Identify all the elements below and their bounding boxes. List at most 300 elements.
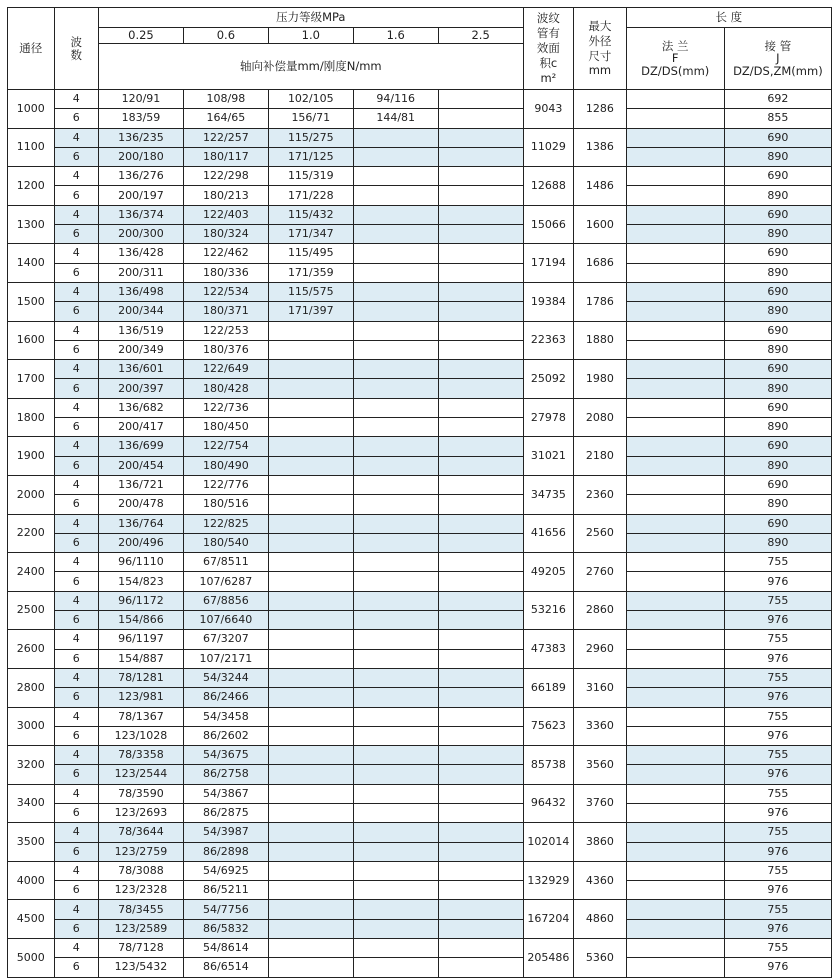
waves-cell: 6 xyxy=(54,418,98,437)
comp-cell: 86/5211 xyxy=(183,881,268,900)
pipe-length-cell: 890 xyxy=(724,263,831,282)
comp-cell: 122/736 xyxy=(183,398,268,417)
flange-length-cell xyxy=(626,475,724,494)
area-cell: 31021 xyxy=(523,437,574,476)
table-row xyxy=(8,186,832,205)
pipe-length-cell: 755 xyxy=(724,861,831,880)
comp-cell xyxy=(268,784,353,803)
table-row xyxy=(8,340,832,359)
comp-cell xyxy=(268,591,353,610)
pipe-length-cell: 890 xyxy=(724,533,831,552)
comp-cell xyxy=(438,186,523,205)
comp-cell xyxy=(268,861,353,880)
comp-cell xyxy=(438,244,523,263)
table-row xyxy=(8,958,832,977)
comp-cell: 122/403 xyxy=(183,205,268,224)
pipe-length-cell: 976 xyxy=(724,765,831,784)
comp-cell: 54/7756 xyxy=(183,900,268,919)
area-cell: 17194 xyxy=(523,244,574,283)
pipe-length-cell: 976 xyxy=(724,572,831,591)
flange-length-cell xyxy=(626,437,724,456)
comp-cell: 171/347 xyxy=(268,225,353,244)
comp-cell: 136/601 xyxy=(98,360,183,379)
flange-length-cell xyxy=(626,90,724,109)
waves-cell: 4 xyxy=(54,360,98,379)
comp-cell: 115/495 xyxy=(268,244,353,263)
comp-cell xyxy=(268,514,353,533)
table-row xyxy=(8,263,832,282)
od-cell: 3560 xyxy=(574,746,627,785)
comp-cell xyxy=(438,495,523,514)
comp-cell: 122/253 xyxy=(183,321,268,340)
flange-header xyxy=(626,28,724,90)
dn-cell: 4000 xyxy=(8,861,55,900)
dn-cell: 1400 xyxy=(8,244,55,283)
comp-cell: 108/98 xyxy=(183,90,268,109)
comp-cell xyxy=(353,919,438,938)
comp-cell: 115/432 xyxy=(268,205,353,224)
flange-length-cell xyxy=(626,900,724,919)
flange-length-cell xyxy=(626,630,724,649)
comp-cell: 86/2602 xyxy=(183,726,268,745)
comp-cell: 136/764 xyxy=(98,514,183,533)
comp-cell xyxy=(438,726,523,745)
od-cell: 2560 xyxy=(574,514,627,553)
comp-cell xyxy=(438,881,523,900)
comp-cell xyxy=(353,668,438,687)
comp-cell: 123/2544 xyxy=(98,765,183,784)
pipe-length-cell: 755 xyxy=(724,668,831,687)
comp-cell xyxy=(268,418,353,437)
flange-length-cell xyxy=(626,746,724,765)
waves-cell: 4 xyxy=(54,90,98,109)
pipe-length-cell: 976 xyxy=(724,842,831,861)
flange-length-cell xyxy=(626,244,724,263)
waves-cell: 6 xyxy=(54,919,98,938)
comp-cell xyxy=(268,321,353,340)
comp-cell xyxy=(438,842,523,861)
comp-cell xyxy=(353,167,438,186)
comp-cell xyxy=(438,263,523,282)
comp-cell: 54/3987 xyxy=(183,823,268,842)
pipe-length-cell: 890 xyxy=(724,379,831,398)
waves-cell: 4 xyxy=(54,167,98,186)
table-row xyxy=(8,282,832,301)
comp-cell: 180/516 xyxy=(183,495,268,514)
pipe-length-cell: 690 xyxy=(724,128,831,147)
comp-cell xyxy=(438,861,523,880)
comp-cell xyxy=(438,707,523,726)
pipe-length-cell: 690 xyxy=(724,205,831,224)
od-header-text: 最大外径尺寸mm xyxy=(588,18,612,78)
od-cell: 2180 xyxy=(574,437,627,476)
comp-cell: 120/91 xyxy=(98,90,183,109)
comp-cell xyxy=(438,340,523,359)
waves-cell: 4 xyxy=(54,668,98,687)
table-row xyxy=(8,244,832,263)
waves-cell: 4 xyxy=(54,746,98,765)
pipe-length-cell: 690 xyxy=(724,167,831,186)
comp-cell xyxy=(268,842,353,861)
comp-cell: 136/682 xyxy=(98,398,183,417)
flange-length-cell xyxy=(626,842,724,861)
comp-cell: 122/776 xyxy=(183,475,268,494)
comp-cell: 156/71 xyxy=(268,109,353,128)
area-cell: 47383 xyxy=(523,630,574,669)
comp-cell: 180/450 xyxy=(183,418,268,437)
comp-cell xyxy=(438,437,523,456)
pipe-code: J xyxy=(776,51,780,66)
area-cell: 132929 xyxy=(523,861,574,900)
od-cell: 1880 xyxy=(574,321,627,360)
area-cell: 19384 xyxy=(523,282,574,321)
table-row xyxy=(8,823,832,842)
od-cell: 1686 xyxy=(574,244,627,283)
flange-length-cell xyxy=(626,803,724,822)
pipe-length-cell: 890 xyxy=(724,302,831,321)
table-row xyxy=(8,707,832,726)
od-cell: 4860 xyxy=(574,900,627,939)
dn-cell: 1700 xyxy=(8,360,55,399)
comp-cell: 180/376 xyxy=(183,340,268,359)
area-cell: 167204 xyxy=(523,900,574,939)
comp-cell xyxy=(353,842,438,861)
waves-cell: 4 xyxy=(54,823,98,842)
flange-length-cell xyxy=(626,611,724,630)
comp-cell: 136/276 xyxy=(98,167,183,186)
flange-length-cell xyxy=(626,418,724,437)
flange-title: 法 兰 xyxy=(661,38,689,53)
area-cell: 49205 xyxy=(523,553,574,592)
comp-cell xyxy=(353,746,438,765)
table-row xyxy=(8,765,832,784)
comp-cell: 136/428 xyxy=(98,244,183,263)
pipe-title: 接 管 xyxy=(764,38,792,53)
table-row xyxy=(8,630,832,649)
flange-length-cell xyxy=(626,919,724,938)
comp-cell xyxy=(438,649,523,668)
pipe-header xyxy=(724,28,831,90)
pipe-length-cell: 976 xyxy=(724,649,831,668)
pipe-length-cell: 690 xyxy=(724,321,831,340)
od-header xyxy=(574,8,627,90)
dn-cell: 1900 xyxy=(8,437,55,476)
dn-cell: 2500 xyxy=(8,591,55,630)
flange-length-cell xyxy=(626,360,724,379)
comp-cell: 115/575 xyxy=(268,282,353,301)
table-row xyxy=(8,611,832,630)
comp-cell xyxy=(438,823,523,842)
comp-cell xyxy=(438,784,523,803)
pipe-length-cell: 692 xyxy=(724,90,831,109)
comp-cell: 136/498 xyxy=(98,282,183,301)
pipe-length-cell: 755 xyxy=(724,746,831,765)
pipe-length-cell: 690 xyxy=(724,398,831,417)
dn-cell: 2800 xyxy=(8,668,55,707)
comp-cell xyxy=(353,939,438,958)
flange-length-cell xyxy=(626,340,724,359)
table-row xyxy=(8,649,832,668)
comp-cell: 136/374 xyxy=(98,205,183,224)
flange-length-cell xyxy=(626,553,724,572)
comp-cell xyxy=(268,900,353,919)
comp-cell xyxy=(438,128,523,147)
comp-cell: 123/2589 xyxy=(98,919,183,938)
comp-cell xyxy=(353,784,438,803)
comp-cell: 180/213 xyxy=(183,186,268,205)
table-row xyxy=(8,128,832,147)
comp-cell xyxy=(268,881,353,900)
comp-cell xyxy=(438,514,523,533)
comp-cell: 136/519 xyxy=(98,321,183,340)
area-cell: 85738 xyxy=(523,746,574,785)
area-header xyxy=(523,8,574,90)
dn-cell: 1000 xyxy=(8,90,55,129)
comp-cell xyxy=(438,746,523,765)
comp-cell xyxy=(438,668,523,687)
table-row xyxy=(8,803,832,822)
comp-cell: 122/825 xyxy=(183,514,268,533)
table-row xyxy=(8,881,832,900)
comp-cell xyxy=(353,514,438,533)
comp-cell xyxy=(438,688,523,707)
comp-cell xyxy=(438,379,523,398)
comp-cell: 123/2328 xyxy=(98,881,183,900)
pipe-length-cell: 976 xyxy=(724,881,831,900)
table-row xyxy=(8,90,832,109)
comp-cell xyxy=(268,630,353,649)
waves-cell: 6 xyxy=(54,263,98,282)
pipe-length-cell: 890 xyxy=(724,418,831,437)
table-row xyxy=(8,321,832,340)
comp-cell xyxy=(353,688,438,707)
table-row xyxy=(8,205,832,224)
dn-cell: 2200 xyxy=(8,514,55,553)
comp-cell xyxy=(353,475,438,494)
waves-cell: 4 xyxy=(54,784,98,803)
waves-cell: 4 xyxy=(54,514,98,533)
pipe-length-cell: 690 xyxy=(724,282,831,301)
comp-cell: 67/8511 xyxy=(183,553,268,572)
comp-cell: 180/371 xyxy=(183,302,268,321)
comp-cell xyxy=(353,649,438,668)
area-cell: 27978 xyxy=(523,398,574,437)
table-row xyxy=(8,842,832,861)
flange-length-cell xyxy=(626,321,724,340)
table-row xyxy=(8,167,832,186)
comp-cell: 96/1110 xyxy=(98,553,183,572)
waves-cell: 6 xyxy=(54,147,98,166)
comp-cell: 86/2758 xyxy=(183,765,268,784)
comp-cell xyxy=(438,591,523,610)
area-cell: 11029 xyxy=(523,128,574,167)
flange-length-cell xyxy=(626,533,724,552)
pipe-length-cell: 855 xyxy=(724,109,831,128)
comp-cell xyxy=(268,611,353,630)
waves-cell: 4 xyxy=(54,900,98,919)
table-row xyxy=(8,533,832,552)
od-cell: 1786 xyxy=(574,282,627,321)
comp-cell xyxy=(353,900,438,919)
comp-cell: 78/3590 xyxy=(98,784,183,803)
waves-cell: 4 xyxy=(54,630,98,649)
waves-header xyxy=(54,8,98,90)
comp-cell xyxy=(268,726,353,745)
comp-cell xyxy=(353,958,438,977)
pipe-length-cell: 755 xyxy=(724,591,831,610)
comp-cell xyxy=(353,263,438,282)
comp-cell xyxy=(353,611,438,630)
comp-cell: 107/6640 xyxy=(183,611,268,630)
comp-cell: 171/397 xyxy=(268,302,353,321)
comp-cell: 183/59 xyxy=(98,109,183,128)
comp-cell xyxy=(438,958,523,977)
area-cell: 66189 xyxy=(523,668,574,707)
area-cell: 75623 xyxy=(523,707,574,746)
od-cell: 3760 xyxy=(574,784,627,823)
flange-length-cell xyxy=(626,591,724,610)
waves-cell: 4 xyxy=(54,861,98,880)
comp-cell: 154/866 xyxy=(98,611,183,630)
comp-cell xyxy=(353,726,438,745)
flange-length-cell xyxy=(626,379,724,398)
comp-cell: 86/2875 xyxy=(183,803,268,822)
comp-cell xyxy=(353,823,438,842)
comp-cell xyxy=(268,340,353,359)
length-title: 长 度 xyxy=(626,8,831,28)
waves-cell: 4 xyxy=(54,553,98,572)
comp-cell xyxy=(268,495,353,514)
pipe-length-cell: 690 xyxy=(724,475,831,494)
table-row xyxy=(8,668,832,687)
comp-cell: 200/397 xyxy=(98,379,183,398)
comp-cell: 78/1367 xyxy=(98,707,183,726)
dn-cell: 3000 xyxy=(8,707,55,746)
comp-cell: 122/649 xyxy=(183,360,268,379)
area-cell: 25092 xyxy=(523,360,574,399)
comp-cell: 136/699 xyxy=(98,437,183,456)
pressure-1.0: 1.0 xyxy=(268,28,353,44)
od-cell: 1386 xyxy=(574,128,627,167)
comp-cell xyxy=(438,109,523,128)
comp-cell: 86/5832 xyxy=(183,919,268,938)
comp-cell xyxy=(268,379,353,398)
comp-cell xyxy=(268,707,353,726)
flange-length-cell xyxy=(626,147,724,166)
comp-cell: 171/228 xyxy=(268,186,353,205)
pipe-length-cell: 690 xyxy=(724,437,831,456)
flange-length-cell xyxy=(626,668,724,687)
comp-cell xyxy=(438,321,523,340)
dn-cell: 1800 xyxy=(8,398,55,437)
comp-cell: 154/887 xyxy=(98,649,183,668)
comp-cell xyxy=(438,533,523,552)
area-header-text: 波纹管有效面积cm² xyxy=(536,11,560,85)
comp-cell xyxy=(268,475,353,494)
waves-cell: 6 xyxy=(54,726,98,745)
comp-cell xyxy=(268,919,353,938)
od-cell: 2760 xyxy=(574,553,627,592)
pressure-1.6: 1.6 xyxy=(353,28,438,44)
waves-cell: 6 xyxy=(54,881,98,900)
flange-length-cell xyxy=(626,186,724,205)
pressure-2.5: 2.5 xyxy=(438,28,523,44)
flange-length-cell xyxy=(626,456,724,475)
comp-cell: 180/336 xyxy=(183,263,268,282)
od-cell: 2360 xyxy=(574,475,627,514)
comp-cell: 54/3458 xyxy=(183,707,268,726)
comp-cell xyxy=(268,688,353,707)
comp-cell xyxy=(438,803,523,822)
table-row xyxy=(8,302,832,321)
waves-cell: 6 xyxy=(54,225,98,244)
pressure-0.25: 0.25 xyxy=(98,28,183,44)
waves-cell: 4 xyxy=(54,398,98,417)
waves-cell: 6 xyxy=(54,842,98,861)
pipe-length-cell: 690 xyxy=(724,514,831,533)
table-row xyxy=(8,784,832,803)
dn-cell: 3400 xyxy=(8,784,55,823)
flange-length-cell xyxy=(626,109,724,128)
waves-cell: 6 xyxy=(54,186,98,205)
spec-table xyxy=(7,7,832,978)
comp-cell: 180/117 xyxy=(183,147,268,166)
flange-length-cell xyxy=(626,823,724,842)
comp-cell xyxy=(438,456,523,475)
comp-cell xyxy=(353,765,438,784)
comp-cell xyxy=(268,572,353,591)
flange-length-cell xyxy=(626,881,724,900)
comp-cell xyxy=(438,225,523,244)
comp-cell xyxy=(438,630,523,649)
flange-length-cell xyxy=(626,514,724,533)
flange-length-cell xyxy=(626,225,724,244)
comp-cell: 78/3644 xyxy=(98,823,183,842)
comp-title: 轴向补偿量mm/刚度N/mm xyxy=(98,44,523,90)
comp-cell xyxy=(353,398,438,417)
od-cell: 2860 xyxy=(574,591,627,630)
comp-cell: 200/496 xyxy=(98,533,183,552)
dn-cell: 1200 xyxy=(8,167,55,206)
comp-cell: 78/1281 xyxy=(98,668,183,687)
comp-cell: 96/1197 xyxy=(98,630,183,649)
comp-cell xyxy=(268,803,353,822)
pipe-length-cell: 755 xyxy=(724,939,831,958)
area-cell: 96432 xyxy=(523,784,574,823)
comp-cell: 96/1172 xyxy=(98,591,183,610)
comp-cell: 78/7128 xyxy=(98,939,183,958)
comp-cell xyxy=(438,418,523,437)
pipe-length-cell: 755 xyxy=(724,707,831,726)
waves-cell: 6 xyxy=(54,340,98,359)
waves-cell: 6 xyxy=(54,765,98,784)
comp-cell: 171/359 xyxy=(268,263,353,282)
table-row xyxy=(8,861,832,880)
flange-length-cell xyxy=(626,765,724,784)
comp-cell xyxy=(438,90,523,109)
comp-cell xyxy=(353,591,438,610)
table-row xyxy=(8,591,832,610)
flange-length-cell xyxy=(626,167,724,186)
comp-cell xyxy=(438,475,523,494)
comp-cell: 122/534 xyxy=(183,282,268,301)
waves-cell: 6 xyxy=(54,109,98,128)
comp-cell xyxy=(268,939,353,958)
comp-cell: 102/105 xyxy=(268,90,353,109)
comp-cell: 154/823 xyxy=(98,572,183,591)
comp-cell xyxy=(353,302,438,321)
waves-cell: 6 xyxy=(54,533,98,552)
